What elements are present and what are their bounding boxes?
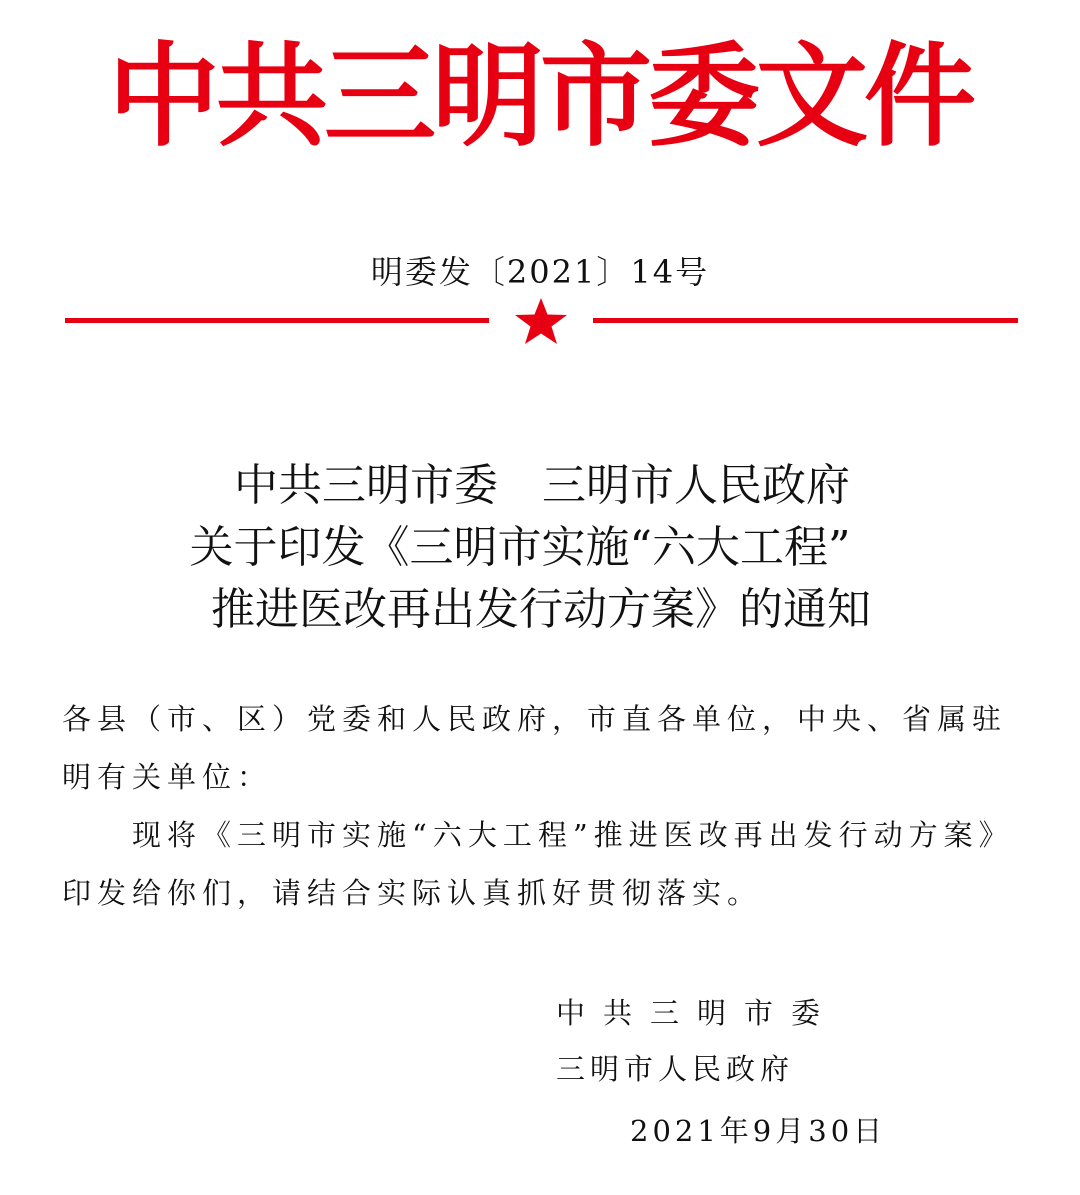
title-line-1: 中共三明市委 三明市人民政府 — [234, 460, 850, 511]
body-paragraph: 现将《三明市实施“六大工程”推进医改再出发行动方案》印发给你们，请结合实际认真抓好贯彻落实。 — [62, 818, 1000, 910]
title-line-2: 关于印发《三明市实施“六大工程” — [189, 522, 851, 573]
notice-title — [0, 455, 1080, 641]
signatory-government: 三明市人民政府 — [556, 1052, 795, 1086]
notice-body — [62, 690, 1012, 922]
signatory-party-committee: 中共三明市委 — [556, 996, 839, 1030]
addressee: 各县（市、区）党委和人民政府，市直各单位，中央、省属驻明有关单位： — [62, 702, 1008, 794]
signature-block — [556, 985, 838, 1097]
red-rule-right — [593, 318, 1018, 323]
document-masthead: 中共三明市委文件 — [108, 32, 972, 162]
title-line-3: 推进医改再出发行动方案》的通知 — [211, 584, 871, 635]
document-number: 明委发〔2021〕14号 — [370, 253, 710, 291]
red-rule-left — [65, 318, 489, 323]
issue-date: 2021年9月30日 — [630, 1114, 887, 1148]
red-star-icon — [513, 296, 569, 346]
